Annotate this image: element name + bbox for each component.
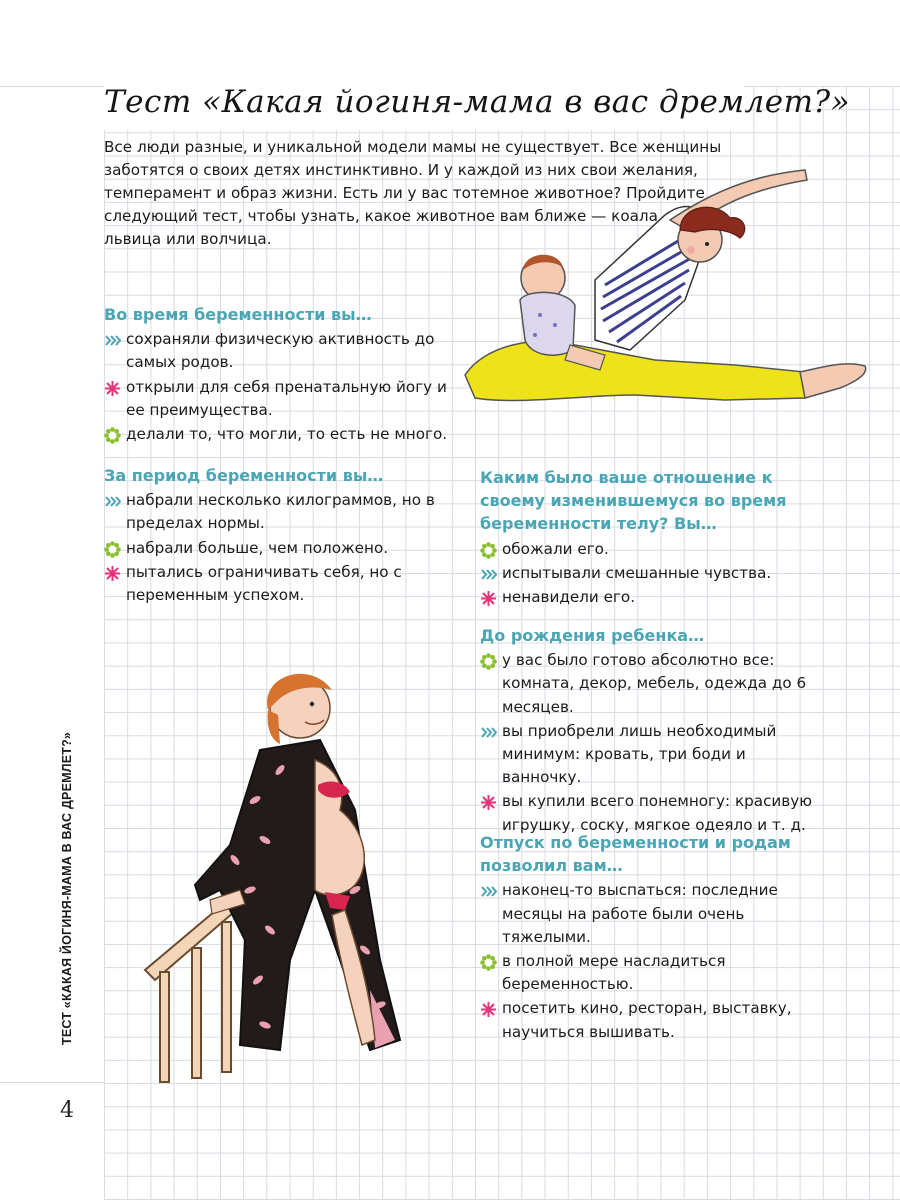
question-heading: Во время беременности вы… [104, 305, 372, 324]
question-heading: До рождения ребенка… [480, 626, 705, 645]
margin-line [104, 86, 105, 1200]
answer-option [104, 537, 449, 560]
flower-icon [480, 653, 497, 670]
answer-option [480, 879, 820, 949]
answer-text: набрали больше, чем положено. [126, 538, 389, 557]
answer-text: у вас было готово абсолютно все: комната, декор, мебель, одежда до 6 месяцев. [502, 651, 807, 716]
question-4 [480, 624, 820, 838]
answer-text: набрали несколько килограммов, но в пределах нормы. [126, 491, 435, 533]
question-2 [104, 464, 449, 608]
chevron-icon [480, 883, 497, 900]
answer-option [480, 950, 820, 996]
answer-option [104, 489, 449, 535]
flower-icon [104, 541, 121, 558]
answer-text: сохраняли физическую активность до самых родов. [126, 330, 435, 372]
answer-option [104, 328, 449, 374]
chevron-icon [104, 493, 121, 510]
answer-text: вы купили всего понемногу: красивую игрушку, соску, мягкое одеяло и т. д. [502, 792, 813, 834]
answer-option [480, 586, 820, 609]
star-icon [104, 565, 121, 582]
chevron-icon [480, 566, 497, 583]
flower-icon [104, 427, 121, 444]
chevron-icon [480, 724, 497, 741]
flower-icon [480, 954, 497, 971]
answer-text: ненавидели его. [502, 588, 636, 607]
answer-text: в полной мере насладиться беременностью. [502, 952, 726, 994]
answer-option [480, 538, 820, 561]
answer-option [480, 790, 820, 836]
question-heading: Каким было ваше отношение к своему изменившемуся во время беременности телу? Вы… [480, 468, 787, 534]
pregnant-woman-kimono-illustration [140, 660, 415, 1090]
question-1 [104, 303, 449, 447]
answer-option [480, 720, 820, 790]
star-icon [480, 1001, 497, 1018]
question-heading: Отпуск по беременности и родам позволил вам… [480, 833, 791, 876]
star-icon [480, 794, 497, 811]
bottom-rule [0, 1082, 104, 1083]
answer-option [480, 562, 820, 585]
answer-text: обожали его. [502, 539, 609, 558]
answer-text: посетить кино, ресторан, выставку, научиться вышивать. [502, 999, 792, 1041]
question-heading: За период беременности вы… [104, 466, 384, 485]
answer-text: пытались ограничивать себя, но с переменным успехом. [126, 562, 402, 605]
answer-text: делали то, что могли, то есть не много. [126, 425, 448, 444]
answer-text: испытывали смешанные чувства. [502, 563, 772, 582]
question-3 [480, 466, 820, 610]
page-number: 4 [60, 1098, 74, 1123]
star-icon [480, 590, 497, 607]
answer-option [104, 561, 449, 607]
answer-option [480, 997, 820, 1043]
intro-paragraph: Все люди разные, и уникальной модели мамы не существует. Все женщины заботятся о своих детях инстинктивно. И у каждой из них свои желания, темперамент и образ жизни. Есть ли у вас тотемное животное? Пройдите следующий тест, чтобы узнать, какое животное вам ближе — коала, львица или волчица. [104, 138, 722, 248]
answer-option [104, 423, 449, 446]
answer-text: вы приобрели лишь необходимый минимум: кровать, три боди и ванночку. [502, 721, 777, 787]
top-rule [0, 86, 104, 87]
answer-option [104, 376, 449, 422]
yoga-mother-baby-illustration [455, 160, 875, 410]
answer-option [480, 649, 820, 719]
flower-icon [480, 542, 497, 559]
answer-text: открыли для себя пренатальную йогу и ее преимущества. [126, 377, 447, 419]
question-5 [480, 831, 820, 1045]
star-icon [104, 380, 121, 397]
running-header: ТЕСТ «КАКАЯ ЙОГИНЯ-МАМА В ВАС ДРЕМЛЕТ?» [60, 731, 74, 1045]
chevron-icon [104, 332, 121, 349]
answer-text: наконец-то выспаться: последние месяцы на работе были очень тяжелыми. [502, 881, 778, 946]
page-title: Тест «Какая йогиня-мама в вас дремлет?» [104, 84, 744, 130]
